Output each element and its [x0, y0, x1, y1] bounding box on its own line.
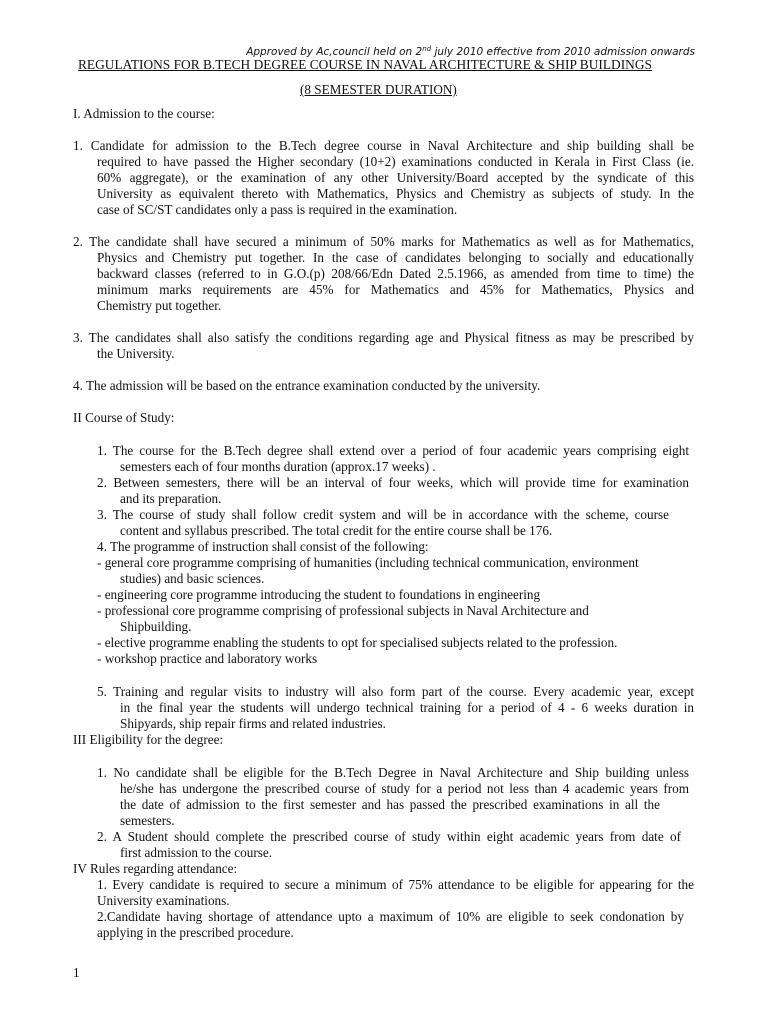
s3-item1-line4: semesters. [120, 813, 175, 828]
section-2-heading: II Course of Study: [73, 410, 175, 425]
s3-item1-line1: 1. No candidate shall be eligible for the B.Tech Degree in Naval Architecture and Ship building unless [97, 765, 689, 780]
s4-item2-line2: applying in the prescribed procedure. [97, 925, 294, 940]
approval-note: Approved by Ac,council held on 2nd july 2010 effective from 2010 admission onwards [246, 45, 695, 58]
s2-item3-line1: 3. The course of study shall follow credit system and will be in accordance with the scheme, course [97, 507, 669, 522]
document-title: REGULATIONS FOR B.TECH DEGREE COURSE IN NAVAL ARCHITECTURE & SHIP BUILDINGS [78, 57, 652, 72]
s2-item1-line1: 1. The course for the B.Tech degree shall extend over a period of four academic years comprising eight [97, 443, 689, 458]
s2-item2-line1: 2. Between semesters, there will be an interval of four weeks, which will provide time for examination [97, 475, 689, 490]
s3-item2-line2: first admission to the course. [120, 845, 272, 860]
s1-item1-line2: required to have passed the Higher secondary (10+2) examinations conducted in Kerala in First Class (ie. [97, 154, 694, 169]
s3-item2-line1: 2. A Student should complete the prescribed course of study within eight academic years from date of [97, 829, 681, 844]
s3-item1-line3: the date of admission to the first semester and has passed the prescribed examinations in all the [120, 797, 660, 812]
section-1-heading: I. Admission to the course: [73, 106, 215, 121]
section-3-heading: III Eligibility for the degree: [73, 732, 224, 747]
s1-item2-line4: minimum marks requirements are 45% for Mathematics and 45% for Mathematics, Physics and [97, 282, 694, 297]
s2-bullet4: - elective programme enabling the students to opt for specialised subjects related to the profession. [97, 635, 618, 650]
s2-item5-line1: 5. Training and regular visits to industry will also form part of the course. Every academic year, except [97, 684, 694, 699]
s2-item5-line2: in the final year the students will undergo technical training for a period of 4 - 6 weeks duration in [120, 700, 694, 715]
s2-item3-line2: content and syllabus prescribed. The total credit for the entire course shall be 176. [120, 523, 553, 538]
s1-item1-line3: 60% aggregate), or the examination of any other University/Board accepted by the syndicate of this [97, 170, 694, 185]
section-4-heading: IV Rules regarding attendance: [73, 861, 238, 876]
s2-bullet2: - engineering core programme introducing the student to foundations in engineering [97, 587, 541, 602]
s4-item1-line2: University examinations. [97, 893, 230, 908]
s1-item4: 4. The admission will be based on the entrance examination conducted by the university. [73, 378, 541, 393]
s4-item1-line1: 1. Every candidate is required to secure a minimum of 75% attendance to be eligible for appearing for the [97, 877, 694, 892]
s3-item1-line2: he/she has undergone the prescribed course of study for a period not less than 4 academic years from [120, 781, 689, 796]
s2-bullet1-line1: - general core programme comprising of humanities (including technical communication, environment [97, 555, 639, 570]
s1-item2-line3: backward classes (referred to in G.O.(p) 208/66/Edn Dated 2.5.1966, as amended from time to time) the [97, 266, 694, 281]
s4-item2-line1: 2.Candidate having shortage of attendance upto a maximum of 10% are eligible to seek condonation by [97, 909, 684, 924]
page-number: 1 [73, 965, 80, 980]
s1-item1-line4: University as equivalent thereto with Mathematics, Physics and Chemistry as subjects of study. In the [97, 186, 694, 201]
s2-item4: 4. The programme of instruction shall consist of the following: [97, 539, 429, 554]
s2-item5-line3: Shipyards, ship repair firms and related industries. [120, 716, 386, 731]
s1-item3-line1: 3. The candidates shall also satisfy the conditions regarding age and Physical fitness as may be prescribed by [73, 330, 694, 345]
s2-bullet5: - workshop practice and laboratory works [97, 651, 318, 666]
s1-item1-line5: case of SC/ST candidates only a pass is required in the examination. [97, 202, 458, 217]
s2-bullet1-line2: studies) and basic sciences. [120, 571, 265, 586]
s1-item1-line1: 1. Candidate for admission to the B.Tech degree course in Naval Architecture and ship building shall be [73, 138, 694, 153]
s1-item2-line5: Chemistry put together. [97, 298, 222, 313]
s1-item3-line2: the University. [97, 346, 175, 361]
s1-item2-line2: Physics and Chemistry put together. In the case of candidates belonging to socially and educationally [97, 250, 694, 265]
s2-bullet3-line1: - professional core programme comprising of professional subjects in Naval Architecture and [97, 603, 589, 618]
s2-item1-line2: semesters each of four months duration (approx.17 weeks) . [120, 459, 436, 474]
document-subtitle: (8 SEMESTER DURATION) [300, 82, 457, 97]
s2-bullet3-line2: Shipbuilding. [120, 619, 192, 634]
s1-item2-line1: 2. The candidate shall have secured a minimum of 50% marks for Mathematics as well as for Mathematics, [73, 234, 694, 249]
s2-item2-line2: and its preparation. [120, 491, 222, 506]
